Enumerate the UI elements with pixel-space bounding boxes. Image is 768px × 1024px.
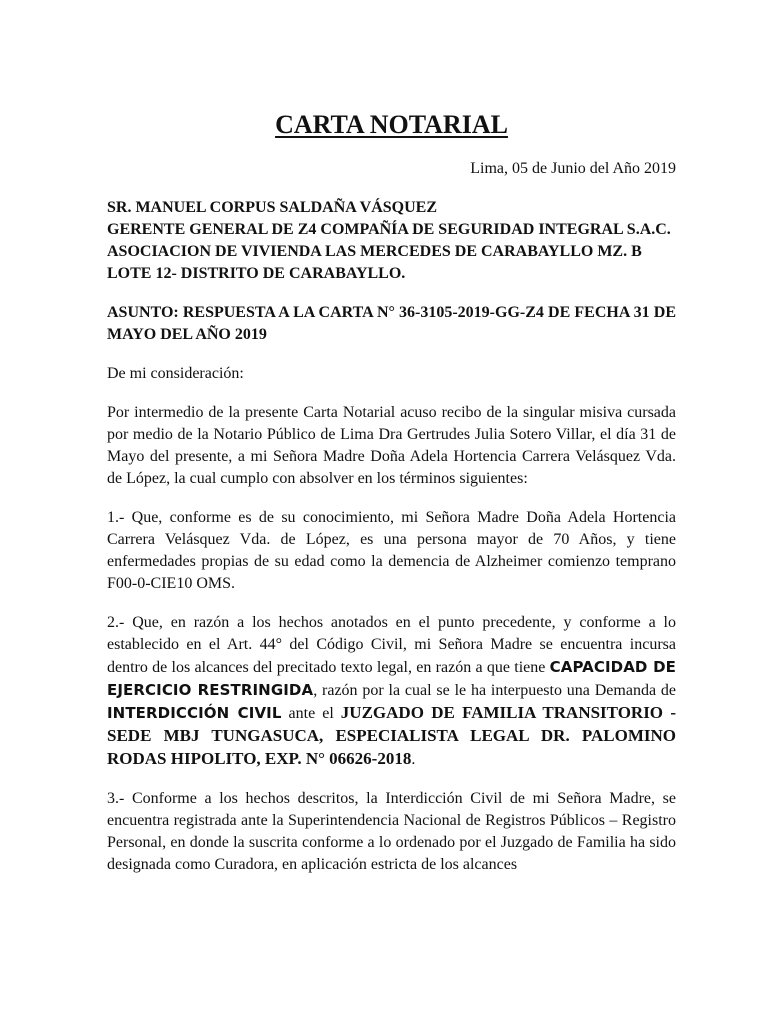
letter-page: [107, 108, 676, 893]
intro-paragraph: Por intermedio de la presente Carta Notarial acuso recibo de la singular misiva cursada por medio de la Notario Público de Lima Dra Gertrudes Julia Sotero Villar, el día 31 de Mayo del presente, a mi Señora Madre Doña Adela Hortencia Carrera Velásquez Vda. de López, la cual cumplo con absolver en los términos siguientes:: [107, 404, 676, 487]
point-2-text-3: ante el: [281, 705, 341, 722]
addressee-name: SR. MANUEL CORPUS SALDAÑA VÁSQUEZ: [107, 199, 437, 216]
point-3-paragraph: 3.- Conforme a los hechos descritos, la Interdicción Civil de mi Señora Madre, se encuentra registrada ante la Superintendencia Nacional de Registros Públicos – Registro Personal, en donde la suscrita conforme a lo ordenado por el Juzgado de Familia ha sido designada como Curadora, en aplicación estricta de los alcances: [107, 790, 676, 873]
point-2-text-4: .: [411, 751, 416, 768]
date-line: Lima, 05 de Junio del Año 2019: [470, 160, 676, 177]
letter-title: CARTA NOTARIAL: [275, 110, 508, 139]
court-reference-emphasis: JUZGADO DE FAMILIA TRANSITORIO - SEDE MBJ TUNGASUCA, ESPECIALISTA LEGAL DR. PALOMINO RODAS HIPOLITO, EXP. N° 06626-2018: [107, 703, 676, 768]
salutation: De mi consideración:: [107, 365, 244, 382]
point-1-paragraph: 1.- Que, conforme es de su conocimiento, mi Señora Madre Doña Adela Hortencia Carrera Velásquez Vda. de López, es una persona mayor de 70 Años, y tiene enfermedades propias de su edad como la demencia de Alzheimer comienzo temprano F00-0-CIE10 OMS.: [107, 509, 676, 592]
point-2-text-2: , razón por la cual se le ha interpuesto una Demanda de: [313, 682, 676, 699]
restricted-capacity-emphasis: CAPACIDAD DE EJERCICIO RESTRINGIDA: [107, 658, 676, 699]
point-2-paragraph: [107, 612, 676, 771]
civil-interdiction-emphasis: INTERDICCIÓN CIVIL: [107, 704, 282, 722]
addressee-address: ASOCIACION DE VIVIENDA LAS MERCEDES DE CARABAYLLO MZ. B LOTE 12- DISTRITO DE CARABAYLLO.: [107, 243, 642, 282]
addressee-block: [107, 197, 676, 285]
point-2-text-1: 2.- Que, en razón a los hechos anotados en el punto precedente, y conforme a lo establecido en el Art. 44° del Código Civil, mi Señora Madre se encuentra incursa dentro de los alcances del precitado texto legal, en razón a que tiene: [107, 614, 676, 676]
addressee-position: GERENTE GENERAL DE Z4 COMPAÑÍA DE SEGURIDAD INTEGRAL S.A.C.: [107, 221, 671, 238]
subject-line: ASUNTO: RESPUESTA A LA CARTA N° 36-3105-2019-GG-Z4 DE FECHA 31 DE MAYO DEL AÑO 2019: [107, 304, 676, 343]
